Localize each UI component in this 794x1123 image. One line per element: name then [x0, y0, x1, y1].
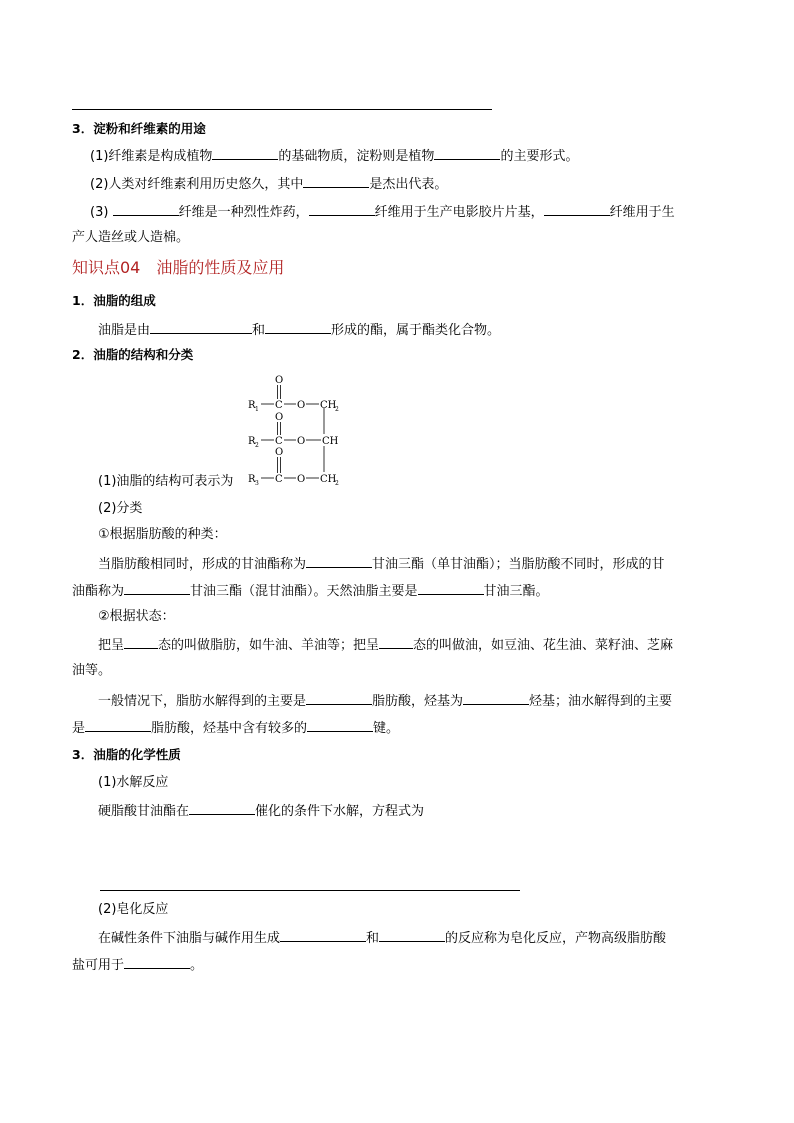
text: 的主要形式。	[500, 149, 579, 164]
text: (3)	[90, 205, 109, 220]
paragraph	[90, 201, 675, 223]
text: 形成的酯，属于酯类化合物。	[331, 323, 501, 338]
fill-blank[interactable]	[379, 634, 413, 649]
fill-blank[interactable]	[280, 927, 366, 942]
text: 纤维用于生	[609, 205, 675, 220]
text: 是	[72, 721, 86, 736]
paragraph: (2)皂化反应	[98, 902, 169, 917]
r-group-label: R	[248, 400, 256, 411]
text: 的基础物质，淀粉则是植物	[278, 149, 435, 164]
text: 烃基；油水解得到的主要	[529, 694, 673, 709]
section-title: 3．淀粉和纤维素的用途	[72, 121, 206, 136]
oxygen-label: O	[297, 400, 306, 411]
text: 把呈	[98, 638, 125, 653]
text: 。	[190, 958, 204, 973]
paragraph	[98, 800, 424, 822]
fill-blank[interactable]	[212, 145, 278, 160]
oxygen-label: O	[297, 474, 306, 485]
text: 是杰出代表。	[369, 177, 448, 192]
triglyceride-structure	[242, 370, 352, 490]
fill-blank[interactable]	[265, 319, 331, 334]
paragraph: (1)水解反应	[98, 775, 169, 790]
text: 态的叫做脂肪，如牛油、羊油等；把呈	[158, 638, 380, 653]
fill-blank[interactable]	[303, 173, 369, 188]
fill-blank[interactable]	[306, 690, 372, 705]
ch2-label: CH	[320, 474, 337, 485]
text: 纤维用于生产电影胶片片基，	[374, 205, 544, 220]
paragraph: (1)油脂的结构可表示为	[98, 474, 234, 489]
fill-blank[interactable]	[309, 201, 375, 216]
fill-blank[interactable]	[307, 717, 373, 732]
text: 甘油三酯（混甘油酯）。天然油脂主要是	[190, 584, 418, 599]
text: 甘油三酯。	[483, 584, 549, 599]
knowledge-point-heading: 知识点04 油脂的性质及应用	[72, 258, 285, 277]
carbon-label: C	[275, 474, 283, 485]
subscript: 2	[255, 442, 259, 449]
text: 和	[366, 931, 380, 946]
text: 和	[252, 323, 266, 338]
paragraph	[98, 319, 500, 341]
fill-blank[interactable]	[379, 927, 445, 942]
text: 在碱性条件下油脂与碱作用生成	[98, 931, 281, 946]
oxygen-label: O	[275, 447, 284, 458]
section-title: 1．油脂的组成	[72, 293, 156, 308]
fill-blank[interactable]	[434, 145, 500, 160]
text: 一般情况下，脂肪水解得到的主要是	[98, 694, 307, 709]
fill-blank[interactable]	[124, 634, 158, 649]
paragraph	[90, 145, 578, 167]
paragraph: (2)分类	[98, 501, 143, 516]
text: (1)纤维素是构成植物	[90, 149, 213, 164]
subscript: 2	[335, 406, 339, 413]
text: 甘油三酯（单甘油酯）；当脂肪酸不同时，形成的甘	[372, 557, 665, 572]
paragraph: ①根据脂肪酸的种类：	[98, 527, 227, 542]
paragraph: 产人造丝或人造棉。	[72, 230, 190, 245]
section-title: 2．油脂的结构和分类	[72, 347, 194, 362]
text: 脂肪酸，烃基为	[372, 694, 464, 709]
subscript: 2	[335, 480, 339, 487]
r-group-label: R	[248, 436, 256, 447]
fill-blank[interactable]	[544, 201, 610, 216]
text: 硬脂酸甘油酯在	[98, 804, 190, 819]
paragraph	[72, 580, 549, 602]
fill-blank[interactable]	[124, 954, 190, 969]
oxygen-label: O	[275, 375, 284, 386]
paragraph	[98, 690, 672, 712]
text: 油脂是由	[98, 323, 151, 338]
paragraph	[72, 954, 203, 976]
text: (2)人类对纤维素利用历史悠久，其中	[90, 177, 304, 192]
text: 的反应称为皂化反应，产物高级脂肪酸	[445, 931, 667, 946]
fill-blank[interactable]	[150, 319, 252, 334]
ch-label: CH	[322, 436, 339, 447]
text: 油酯称为	[72, 584, 125, 599]
r-group-label: R	[248, 474, 256, 485]
fill-blank[interactable]	[189, 800, 255, 815]
paragraph	[98, 553, 665, 575]
text: 当脂肪酸相同时，形成的甘油酯称为	[98, 557, 307, 572]
ch2-label: CH	[320, 400, 337, 411]
text: 催化的条件下水解，方程式为	[255, 804, 425, 819]
text: 纤维是一种烈性炸药，	[178, 205, 309, 220]
paragraph: ②根据状态：	[98, 609, 175, 624]
text: 态的叫做油，如豆油、花生油、菜籽油、芝麻	[413, 638, 674, 653]
answer-line	[100, 890, 520, 891]
text: 键。	[373, 721, 400, 736]
section-title: 3．油脂的化学性质	[72, 747, 181, 762]
carbon-label: C	[275, 400, 283, 411]
paragraph: 油等。	[72, 663, 112, 678]
subscript: 1	[255, 406, 259, 413]
fill-blank[interactable]	[418, 580, 484, 595]
paragraph	[98, 927, 666, 949]
text: 脂肪酸，烃基中含有较多的	[151, 721, 308, 736]
oxygen-label: O	[297, 436, 306, 447]
carbon-label: C	[275, 436, 283, 447]
answer-line	[72, 109, 492, 110]
fill-blank[interactable]	[463, 690, 529, 705]
subscript: 3	[255, 480, 259, 487]
paragraph	[72, 717, 399, 739]
oxygen-label: O	[275, 412, 284, 423]
paragraph	[98, 634, 673, 656]
fill-blank[interactable]	[124, 580, 190, 595]
fill-blank[interactable]	[85, 717, 151, 732]
text: 盐可用于	[72, 958, 125, 973]
fill-blank[interactable]	[306, 553, 372, 568]
paragraph	[90, 173, 447, 195]
fill-blank[interactable]	[113, 201, 179, 216]
